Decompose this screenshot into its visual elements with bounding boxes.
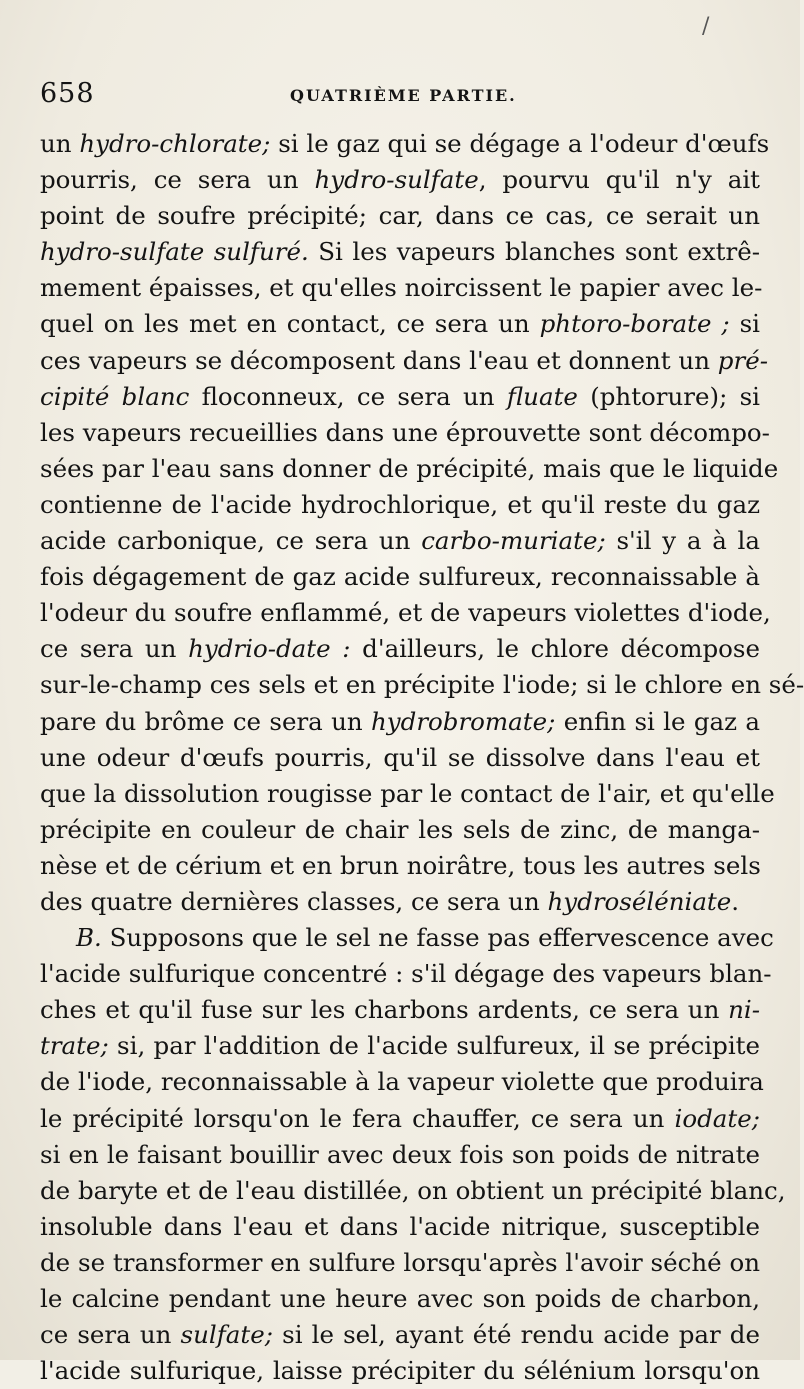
- text-run: Supposons que le sel ne fasse pas effervescence avec: [101, 923, 774, 953]
- text-line: [40, 740, 760, 776]
- running-title: QUATRIÈME PARTIE.: [290, 86, 517, 105]
- text-line: [40, 1317, 760, 1353]
- text-run: floconneux, ce sera un: [189, 381, 507, 411]
- italic-term: phtoro-borate ;: [539, 309, 730, 339]
- text-line: [40, 1281, 760, 1317]
- text-line: [40, 884, 760, 920]
- text-run: un: [40, 129, 80, 158]
- text-run: insoluble dans l'eau et dans l'acide nitrique, susceptible: [40, 1211, 760, 1241]
- text-run: des quatre dernières classes, ce sera un: [40, 886, 548, 916]
- text-run: sées par l'eau sans donner de précipité, mais que le liquide: [40, 453, 779, 483]
- text-line: [40, 1137, 760, 1173]
- text-run: l'acide sulfurique, laisse précipiter du sélénium lorsqu'on: [40, 1356, 760, 1386]
- text-line: [40, 1028, 760, 1064]
- text-run: de l'iode, reconnaissable à la vapeur violette que produira: [40, 1067, 764, 1097]
- text-line: [40, 956, 772, 992]
- text-line: [40, 704, 760, 740]
- italic-term: pré-: [717, 345, 768, 375]
- text-run: s'il y a à la: [605, 526, 761, 556]
- text-run: ce sera un: [40, 634, 189, 664]
- text-run: le précipité lorsqu'on le fera chauffer, ce sera un: [40, 1103, 675, 1133]
- text-line: [40, 776, 775, 812]
- text-line: [40, 920, 774, 956]
- body-text: [40, 126, 804, 1389]
- text-run: pare du brôme ce sera un: [40, 706, 372, 736]
- italic-term: hydro-sulfate sulfuré.: [40, 237, 309, 267]
- text-run: (phtorure); si: [577, 381, 760, 411]
- italic-term: fluate: [506, 381, 578, 411]
- text-run: .: [731, 886, 740, 916]
- italic-term: hydroséléniate: [547, 886, 732, 916]
- text-run: d'ailleurs, le chlore décompose: [350, 634, 760, 664]
- text-run: point de soufre précipité; car, dans ce cas, ce serait un: [40, 201, 760, 231]
- italic-term: ni-: [728, 995, 760, 1025]
- text-run: sur-le-champ ces sels et en précipite l'iode; si le chlore en sé-: [40, 670, 804, 700]
- text-line: [40, 1353, 760, 1389]
- text-run: si le sel, ayant été rendu acide par de: [273, 1320, 760, 1350]
- text-run: si: [729, 309, 761, 339]
- text-line: [40, 667, 804, 703]
- text-line: [40, 631, 760, 667]
- text-run: précipite en couleur de chair les sels de zinc, de manga-: [40, 814, 760, 844]
- text-line: [40, 848, 760, 884]
- text-line: [40, 451, 779, 487]
- page-header: [40, 78, 760, 114]
- text-run: , pourvu qu'il n'y ait: [478, 165, 761, 195]
- italic-term: iodate;: [674, 1103, 760, 1133]
- text-run: de se transformer en sulfure lorsqu'après l'avoir séché on: [40, 1247, 760, 1277]
- text-line: [40, 1101, 760, 1137]
- text-line: [40, 379, 760, 415]
- text-run: nèse et de cérium et en brun noirâtre, tous les autres sels: [40, 850, 761, 880]
- text-line: [40, 126, 770, 162]
- text-run: de baryte et de l'eau distillée, on obtient un précipité blanc,: [40, 1175, 786, 1205]
- text-line: [40, 992, 760, 1028]
- text-run: mement épaisses, et qu'elles noircissent le papier avec le-: [40, 273, 763, 303]
- italic-term: carbo-muriate;: [421, 526, 606, 556]
- corner-mark: /: [702, 14, 710, 39]
- text-line: [40, 198, 760, 234]
- text-line: [40, 487, 760, 523]
- text-line: [40, 234, 760, 270]
- text-run: pourris, ce sera un: [40, 165, 315, 195]
- text-line: [40, 415, 770, 451]
- italic-term: cipité blanc: [40, 381, 190, 411]
- text-run: ches et qu'il fuse sur les charbons ardents, ce sera un: [40, 995, 729, 1025]
- text-run: si en le faisant bouillir avec deux fois son poids de nitrate: [40, 1139, 760, 1169]
- text-line: [40, 595, 771, 631]
- text-line: [40, 1064, 764, 1100]
- italic-term: hydro-sulfate: [314, 165, 479, 195]
- text-line: [40, 1245, 760, 1281]
- italic-term: trate;: [40, 1031, 109, 1061]
- text-run: Si les vapeurs blanches sont extrê-: [308, 237, 760, 267]
- text-line: [40, 523, 760, 559]
- text-run: ce sera un: [40, 1320, 181, 1350]
- text-run: fois dégagement de gaz acide sulfureux, reconnaissable à: [40, 562, 760, 592]
- text-line: [40, 1173, 786, 1209]
- italic-term: hydrio-date :: [188, 634, 351, 664]
- text-line: [40, 812, 760, 848]
- text-run: si, par l'addition de l'acide sulfureux, il se précipite: [108, 1031, 760, 1061]
- page-number: 658: [40, 78, 95, 109]
- text-run: les vapeurs recueillies dans une éprouvette sont décompo-: [40, 417, 770, 447]
- text-run: ces vapeurs se décomposent dans l'eau et donnent un: [40, 345, 718, 375]
- text-run: acide carbonique, ce sera un: [40, 526, 422, 556]
- italic-term: sulfate;: [180, 1320, 273, 1350]
- italic-term: hydrobromate;: [371, 706, 556, 736]
- text-line: [40, 270, 763, 306]
- text-run: si le gaz qui se dégage a l'odeur d'œufs: [270, 129, 770, 158]
- text-run: enfin si le gaz a: [555, 706, 760, 736]
- text-run: contienne de l'acide hydrochlorique, et qu'il reste du gaz: [40, 489, 760, 519]
- text-line: [40, 559, 760, 595]
- text-run: quel on les met en contact, ce sera un: [40, 309, 540, 339]
- text-run: une odeur d'œufs pourris, qu'il se dissolve dans l'eau et: [40, 742, 760, 772]
- italic-term: B.: [76, 923, 102, 953]
- text-line: [40, 306, 760, 342]
- text-line: [40, 1209, 760, 1245]
- text-run: le calcine pendant une heure avec son poids de charbon,: [40, 1284, 760, 1313]
- italic-term: hydro-chlorate;: [79, 129, 271, 158]
- text-run: l'acide sulfurique concentré : s'il dégage des vapeurs blan-: [40, 959, 772, 989]
- text-run: l'odeur du soufre enflammé, et de vapeurs violettes d'iode,: [40, 598, 771, 628]
- text-line: [40, 162, 760, 198]
- text-run: que la dissolution rougisse par le contact de l'air, et qu'elle: [40, 778, 775, 808]
- text-line: [40, 343, 768, 379]
